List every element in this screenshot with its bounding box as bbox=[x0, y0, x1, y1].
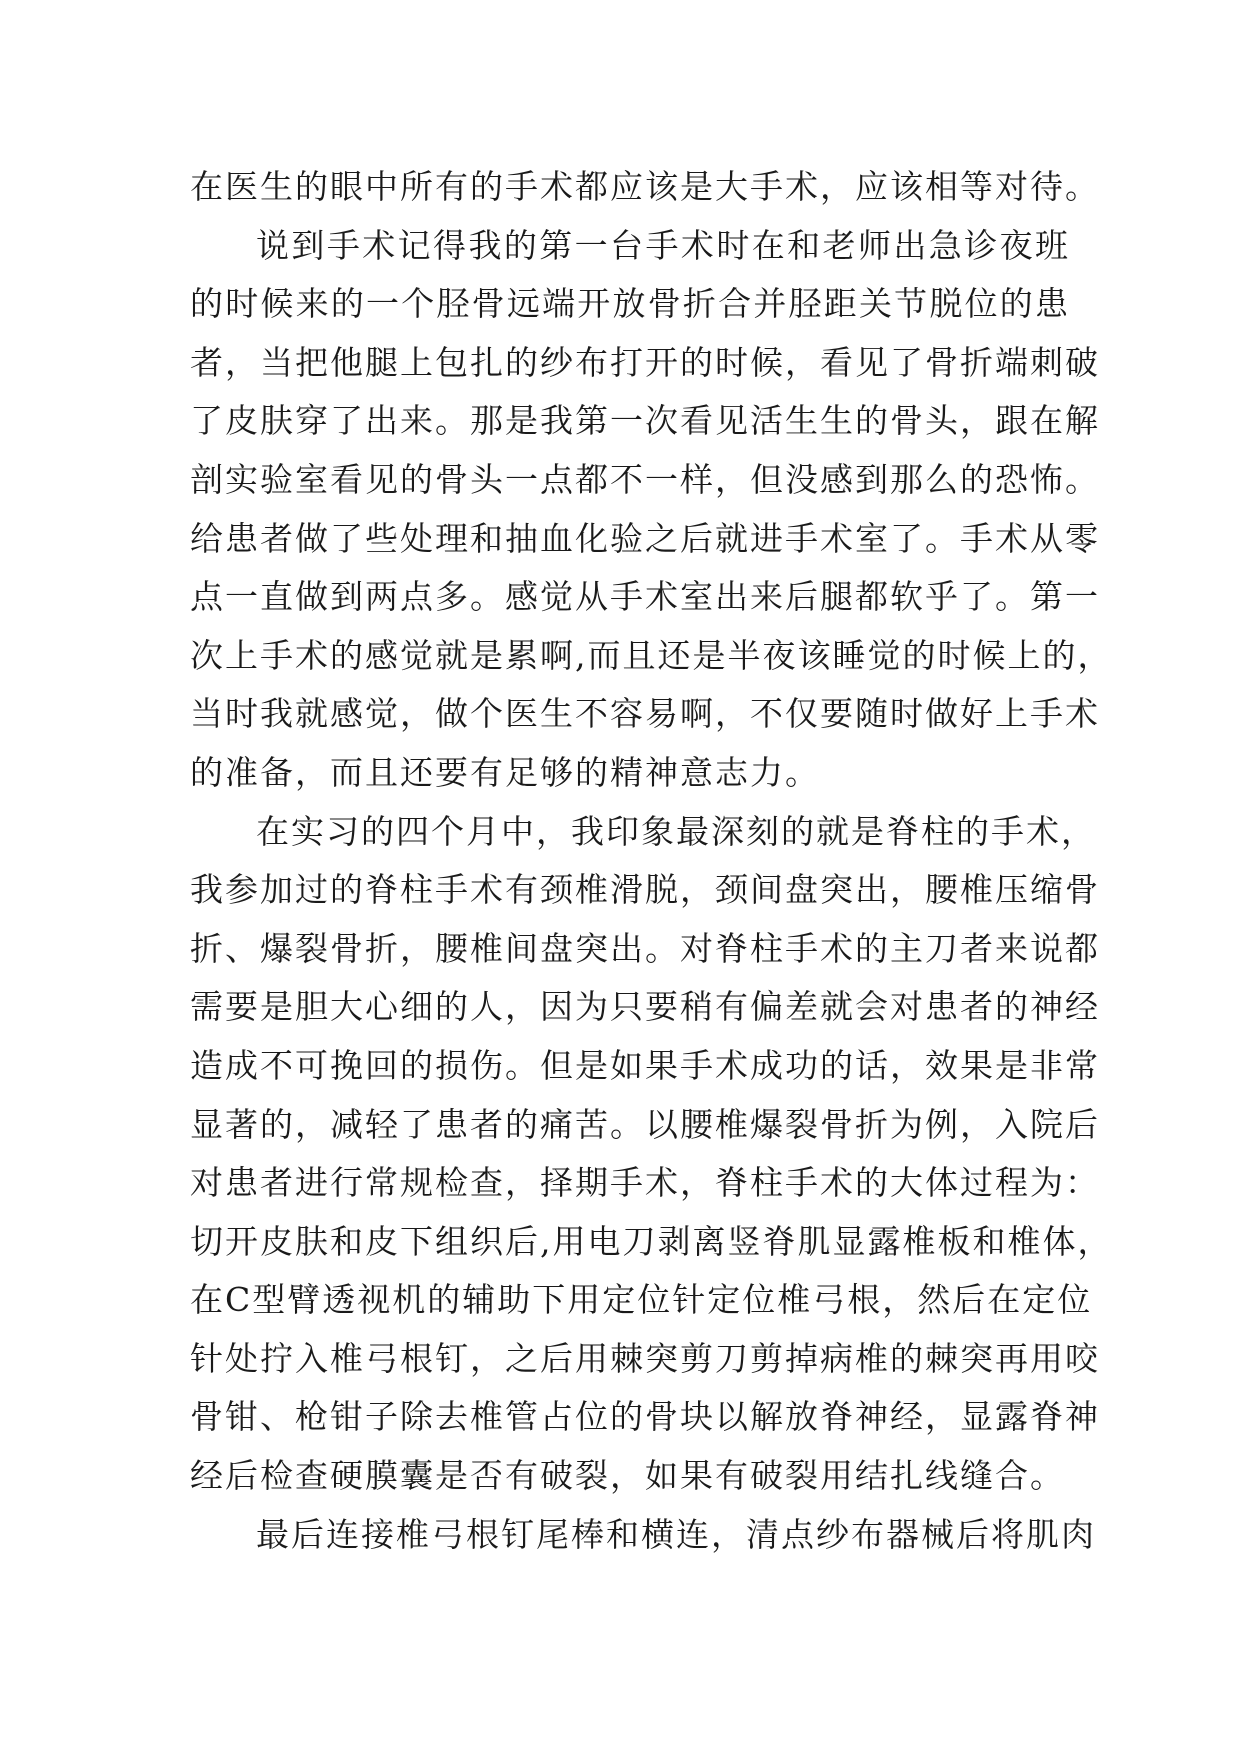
text-line: 在医生的眼中所有的手术都应该是大手术，应该相等对待。 bbox=[190, 167, 1100, 206]
text-line: 在C型臂透视机的辅助下用定位针定位椎弓根，然后在定位 bbox=[190, 1280, 1093, 1320]
paragraph-end-line: 的准备，而且还要有足够的精神意志力。 bbox=[190, 752, 820, 792]
text-line: 次上手术的感觉就是累啊,而且还是半夜该睡觉的时候上的， bbox=[190, 635, 1113, 675]
paragraph-start-line: 在实习的四个月中，我印象最深刻的就是脊柱的手术， bbox=[256, 811, 1096, 851]
text-line: 切开皮肤和皮下组织后,用电刀剥离竖脊肌显露椎板和椎体， bbox=[190, 1221, 1113, 1261]
text-line: 者，当把他腿上包扎的纱布打开的时候，看见了骨折端刺破 bbox=[190, 342, 1100, 382]
text-line: 需要是胆大心细的人，因为只要稍有偏差就会对患者的神经 bbox=[190, 987, 1100, 1027]
text-line: 了皮肤穿了出来。那是我第一次看见活生生的骨头，跟在解 bbox=[190, 401, 1100, 441]
text-line: 造成不可挽回的损伤。但是如果手术成功的话，效果是非常 bbox=[190, 1045, 1100, 1085]
text-line: 点一直做到两点多。感觉从手术室出来后腿都软乎了。第一 bbox=[190, 577, 1100, 617]
text-line: 剖实验室看见的骨头一点都不一样，但没感到那么的恐怖。 bbox=[190, 459, 1100, 499]
text-line: 显著的，减轻了患者的痛苦。以腰椎爆裂骨折为例，入院后 bbox=[190, 1104, 1100, 1144]
text-line: 给患者做了些处理和抽血化验之后就进手术室了。手术从零 bbox=[190, 518, 1100, 558]
paragraph-end-line: 经后检查硬膜囊是否有破裂，如果有破裂用结扎线缝合。 bbox=[190, 1456, 1065, 1496]
text-line: 我参加过的脊柱手术有颈椎滑脱，颈间盘突出，腰椎压缩骨 bbox=[190, 870, 1100, 910]
text-line: 骨钳、枪钳子除去椎管占位的骨块以解放脊神经，显露脊神 bbox=[190, 1397, 1100, 1437]
text-line: 当时我就感觉，做个医生不容易啊，不仅要随时做好上手术 bbox=[190, 694, 1100, 734]
paragraph-start-line: 说到手术记得我的第一台手术时在和老师出急诊夜班 bbox=[256, 225, 1070, 265]
paragraph-start-line: 最后连接椎弓根钉尾棒和横连，清点纱布器械后将肌肉 bbox=[256, 1514, 1096, 1554]
text-line: 针处拧入椎弓根钉，之后用棘突剪刀剪掉病椎的棘突再用咬 bbox=[190, 1338, 1100, 1378]
text-line: 折、爆裂骨折，腰椎间盘突出。对脊柱手术的主刀者来说都 bbox=[190, 928, 1100, 968]
body-text bbox=[190, 158, 1113, 1564]
text-line: 的时候来的一个胫骨远端开放骨折合并胫距关节脱位的患 bbox=[190, 284, 1070, 324]
text-line: 对患者进行常规检查，择期手术，脊柱手术的大体过程为： bbox=[190, 1163, 1100, 1203]
